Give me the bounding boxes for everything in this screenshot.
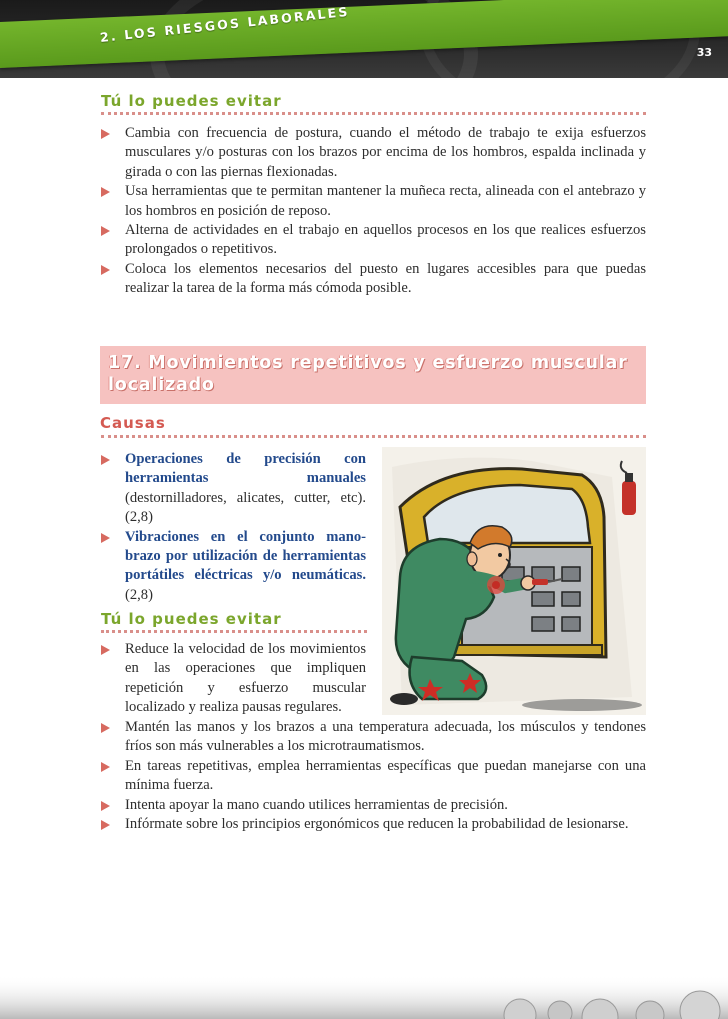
bullet-triangle-icon	[101, 533, 110, 543]
bullet-triangle-icon	[101, 801, 110, 811]
bottom-decoration	[0, 975, 728, 1019]
list-item-text: Coloca los elementos necesarios del puesto en lugares accesibles para que puedas realizar la tarea de la forma más cómoda posible.	[125, 260, 646, 297]
list-item	[100, 718, 646, 757]
prevent-list-1	[100, 124, 646, 299]
bullet-triangle-icon	[101, 129, 110, 139]
list-item	[100, 757, 646, 796]
prevent-heading-2: Tú lo puedes evitar	[101, 610, 282, 628]
list-item-text: En tareas repetitivas, emplea herramientas específicas que puedan manejarse con una mínima fuerza.	[125, 757, 646, 794]
list-item	[100, 182, 646, 221]
list-item-text: Infórmate sobre los principios ergonómicos que reducen la probabilidad de lesionarse.	[125, 816, 629, 833]
cause-item	[100, 528, 366, 606]
causes-list	[100, 450, 366, 605]
bullet-triangle-icon	[101, 265, 110, 275]
prevent-list-2a	[100, 640, 366, 718]
list-item-text: Intenta apoyar la mano cuando utilices herramientas de precisión.	[125, 796, 508, 813]
list-item	[100, 124, 646, 182]
prevent-heading-1: Tú lo puedes evitar	[101, 92, 282, 110]
list-item-text: Cambia con frecuencia de postura, cuando el método de trabajo te exija esfuerzos musculares y/o posturas con los brazos por encima de los hombros, espalda inclinada y girada o con las piernas flexionadas.	[125, 125, 646, 180]
cause-item	[100, 450, 366, 528]
chapter-title: 2. LOS RIESGOS LABORALES	[99, 3, 351, 45]
section-17-banner	[100, 346, 646, 404]
list-item	[100, 640, 366, 718]
list-item-text: Usa herramientas que te permitan mantener la muñeca recta, alineada con el antebrazo y los hombros en posición de reposo.	[125, 183, 646, 219]
list-item-text: Reduce la velocidad de los movimientos en las operaciones que impliquen repetición y esfuerzo muscular localizado y realiza pausas regulares.	[125, 641, 366, 716]
page-number: 33	[696, 46, 712, 59]
cause-emphasis: Vibraciones en el conjunto mano-brazo por utilización de herramientas portátiles eléctricas y/o neumáticas.	[125, 528, 366, 584]
list-item	[100, 221, 646, 260]
dotted-divider	[101, 630, 367, 633]
causes-heading: Causas	[100, 414, 166, 432]
bullet-triangle-icon	[101, 820, 110, 830]
page-header	[0, 0, 728, 78]
cause-detail: (destornilladores, alicates, cutter, etc). (2,8)	[125, 489, 366, 526]
list-item	[100, 815, 646, 834]
list-item	[100, 260, 646, 299]
list-item-text: Alterna de actividades en el trabajo en aquellos procesos en los que realices esfuerzos prolongados o repetitivos.	[125, 222, 646, 258]
list-item	[100, 796, 646, 815]
bullet-triangle-icon	[101, 645, 110, 655]
bullet-triangle-icon	[101, 723, 110, 733]
mechanic-car-door-illustration	[382, 447, 646, 715]
section-17-title: 17. Movimientos repetitivos y esfuerzo muscular localizado	[108, 353, 628, 395]
bullet-triangle-icon	[101, 455, 110, 465]
cause-detail: (2,8)	[125, 586, 153, 603]
bullet-triangle-icon	[101, 187, 110, 197]
bullet-triangle-icon	[101, 762, 110, 772]
dotted-divider	[101, 112, 646, 115]
bullet-triangle-icon	[101, 226, 110, 236]
dotted-divider	[101, 435, 646, 438]
list-item-text: Mantén las manos y los brazos a una temperatura adecuada, los músculos y tendones fríos son más vulnerables a los microtraumatismos.	[125, 719, 646, 755]
cause-emphasis: Operaciones de precisión con herramientas manuales	[125, 451, 366, 487]
prevent-list-2b	[100, 718, 646, 834]
